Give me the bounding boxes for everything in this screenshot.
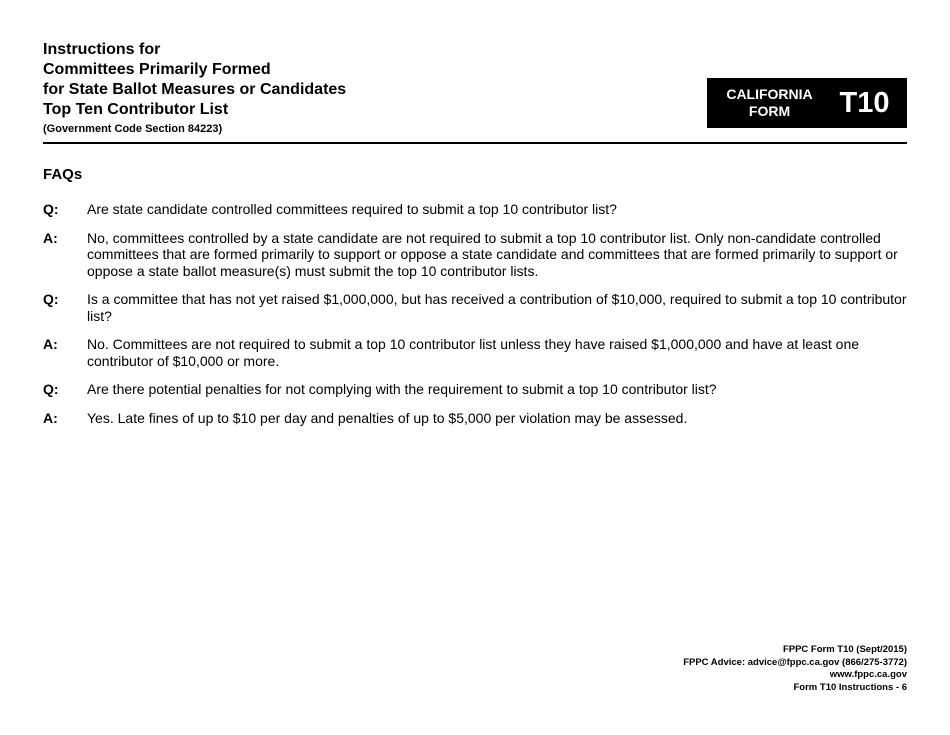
faq-label: Q:: [43, 291, 59, 307]
faq-label: Q:: [43, 381, 59, 397]
header-title-line-2: Committees Primarily Formed: [43, 61, 271, 78]
document-header: [43, 40, 543, 136]
faq-answer-3: [43, 410, 907, 427]
footer-website: www.fppc.ca.gov: [829, 669, 907, 680]
form-id-box: [707, 78, 907, 128]
header-title-line-1: Instructions for: [43, 41, 161, 58]
faq-text: Are state candidate controlled committees required to submit a top 10 contributor list?: [87, 201, 617, 217]
header-title-line-4: Top Ten Contributor List: [43, 101, 229, 118]
header-divider: [43, 142, 907, 144]
faq-question-2: [43, 291, 907, 324]
form-box-line-1: CALIFORNIA: [726, 86, 813, 102]
form-number: T10: [839, 87, 890, 119]
faq-question-1: [43, 201, 907, 218]
faq-list: [43, 201, 907, 438]
page-footer: [683, 644, 907, 694]
faq-answer-2: [43, 336, 907, 369]
faq-answer-1: [43, 230, 907, 280]
faq-label: A:: [43, 409, 58, 426]
faq-label: A:: [43, 336, 58, 352]
section-title: FAQs: [43, 166, 83, 183]
footer-page-number: Form T10 Instructions - 6: [793, 681, 907, 693]
faq-text: No. Committees are not required to submit a top 10 contributor list unless they have raised $1,000,000 and have at least one contributor of $10,000 or more.: [87, 336, 860, 369]
faq-label: Q:: [43, 201, 59, 217]
form-box-label: [707, 86, 832, 120]
faq-text: Is a committee that has not yet raised $1,000,000, but has received a contribution of $10,000, required to submit a top 10 contributor list?: [87, 291, 907, 324]
footer-form-version: FPPC Form T10 (Sept/2015): [782, 644, 907, 655]
faq-text: No, committees controlled by a state candidate are not required to submit a top 10 contributor list. Only non-candidate controlled committees that are formed primarily to support or oppose a state candidate and committees that are formed primarily to support or oppose a state ballot measure(s) must submit the top 10 contributor lists.: [87, 229, 898, 279]
faq-text: Yes. Late fines of up to $10 per day and penalties of up to $5,000 per violation may be assessed.: [87, 409, 688, 426]
faq-label: A:: [43, 229, 58, 246]
faq-text: Are there potential penalties for not complying with the requirement to submit a top 10 contributor list?: [87, 381, 717, 397]
faq-question-3: [43, 381, 907, 398]
header-subtitle: (Government Code Section 84223): [43, 123, 223, 135]
form-box-line-2: FORM: [748, 103, 791, 119]
footer-advice-contact: FPPC Advice: advice@fppc.ca.gov (866/275-3772): [683, 656, 907, 668]
header-title-line-3: for State Ballot Measures or Candidates: [43, 81, 347, 98]
